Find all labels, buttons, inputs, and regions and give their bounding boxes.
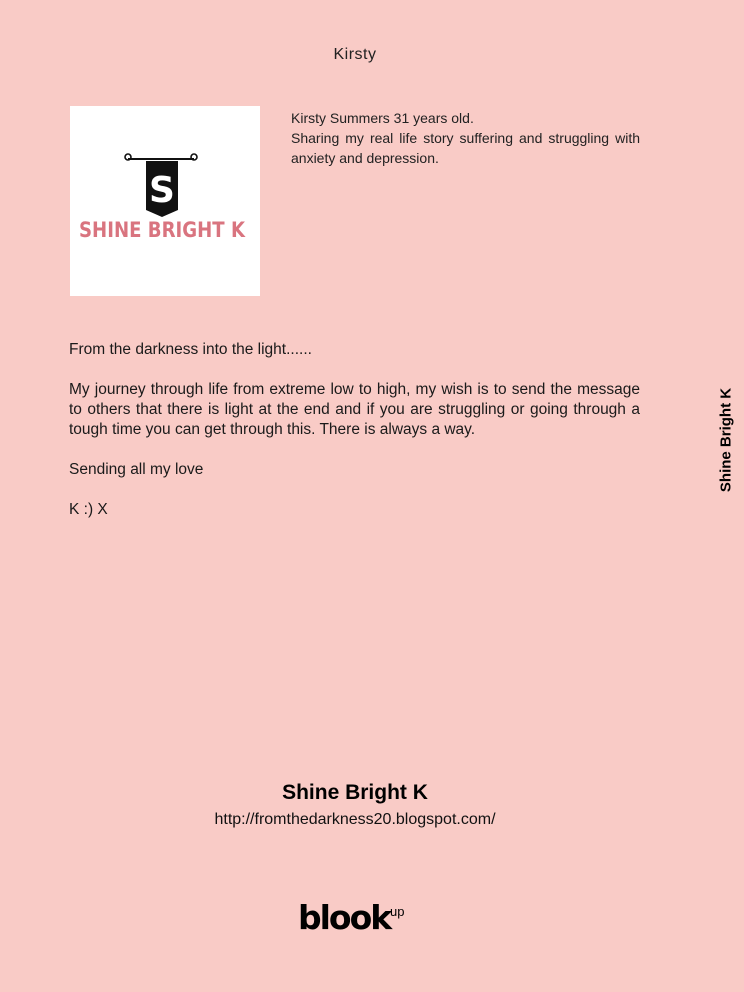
description-paragraph: My journey through life from extreme low to high, my wish is to send the message to others that there is light at the end and if you are struggling or going through a tough time you can get through this. There is always a way. — [69, 381, 640, 438]
shine-bright-logo-icon — [70, 106, 260, 296]
brand-superscript: up — [390, 904, 405, 919]
bio-line: Kirsty Summers 31 years old. — [291, 110, 474, 126]
book-description — [69, 340, 640, 540]
description-paragraph: Sending all my love — [69, 461, 204, 478]
spine-title — [716, 380, 736, 500]
logo-image — [70, 106, 260, 296]
svg-text:SHINE BRIGHT K: SHINE BRIGHT K — [79, 218, 246, 242]
book-title: Shine Bright K — [282, 781, 428, 804]
blog-url[interactable]: http://fromthedarkness20.blogspot.com/ — [214, 811, 496, 828]
description-paragraph: From the darkness into the light...... — [69, 341, 312, 358]
svg-text:S: S — [149, 170, 175, 211]
author-name: Kirsty — [333, 46, 377, 63]
description-paragraph: K :) X — [69, 501, 108, 518]
spine-title-text: Shine Bright K — [717, 387, 735, 493]
author-bio — [291, 108, 640, 168]
bio-line: Sharing my real life story suffering and struggling with anxiety and depression. — [291, 130, 640, 166]
blookup-logo — [298, 898, 405, 937]
brand-name: blook — [298, 898, 391, 937]
